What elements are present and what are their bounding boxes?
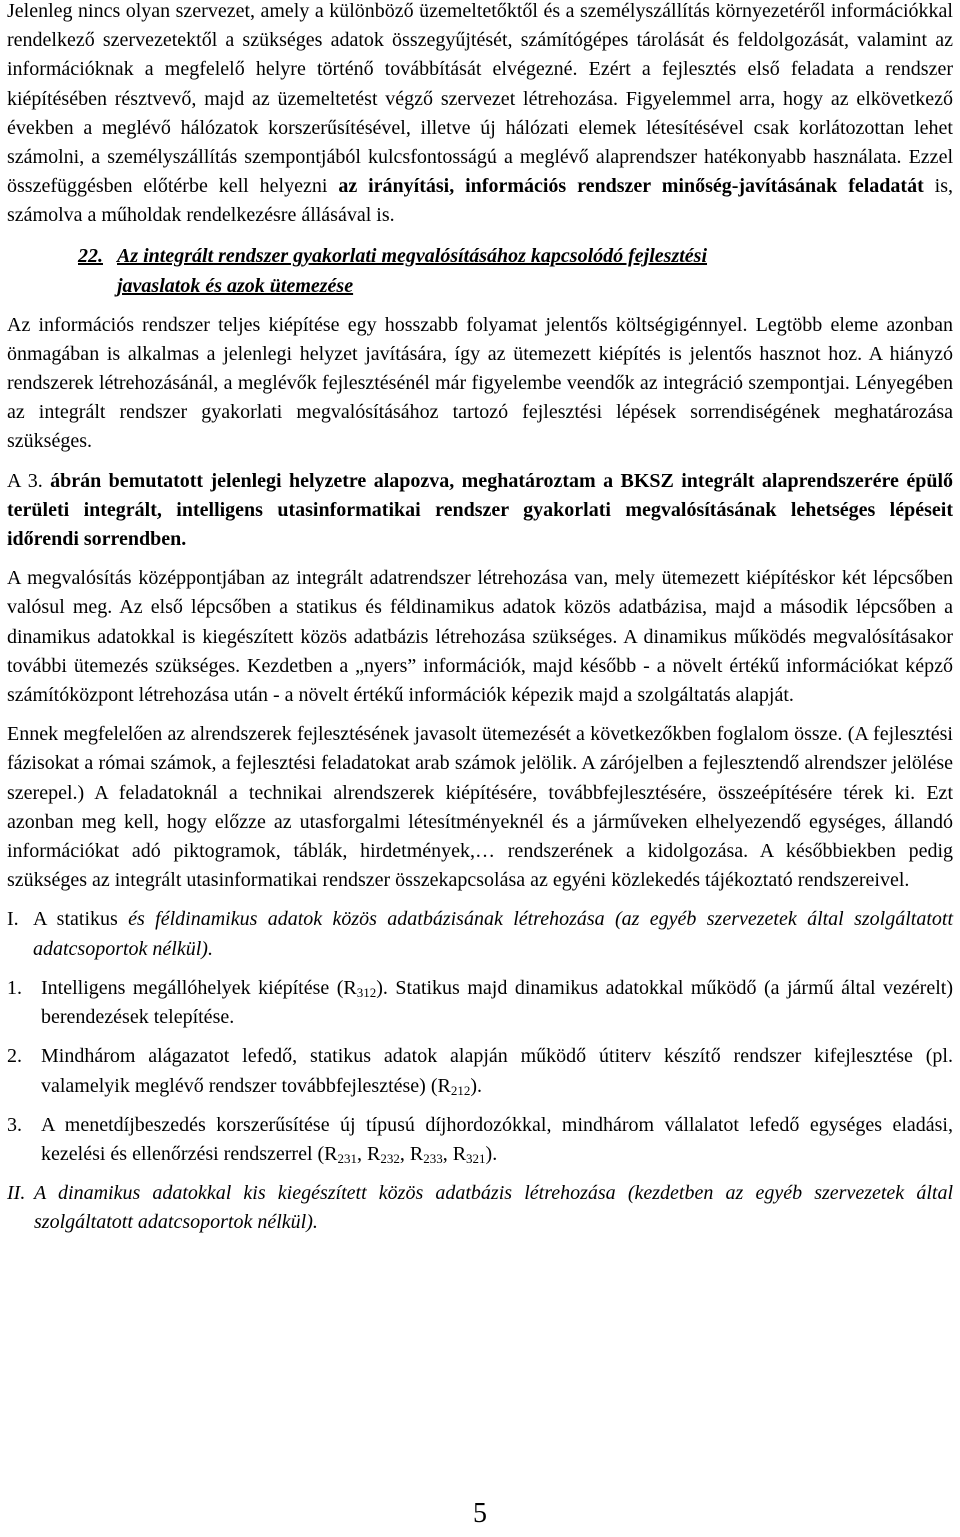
list-text: Mindhárom alágazatot lefedő, statikus adatok alapján működő útiterv készítő rendszer kifejlesztése (pl. valamelyik meglévő rendszer továbbfejlesztése) (R [41,1045,953,1097]
list-text: A menetdíjbeszedés korszerűsítése új típusú díjhordozókkal, mindhárom vállalatot lefedő egységes eladási, kezelési és ellenőrzési rendszerrel (R [41,1113,953,1165]
section-heading [7,241,953,301]
list-text: ). [485,1142,498,1165]
list-item [7,974,953,1032]
section-number: 22. [78,244,103,267]
list-subscript: 312 [356,984,377,1000]
page-number: 5 [473,1498,487,1529]
list-subscript: 231 [337,1150,358,1166]
list-text: , R [442,1142,467,1165]
phase-i [7,905,953,963]
phase-ii-text: A dinamikus adatokkal kis kiegészített közös adatbázis létrehozása (kezdetben az egyéb szervezetek által szolgáltatott adatcsoportok nélkül). [34,1182,953,1234]
figure-reference-text: ábrán bemutatott jelenlegi helyzetre alapozva, meghatároztam a BKSZ integrált alaprendszerére épülő területi integrált, intelligens utasinformatikai rendszer gyakorlati megvalósításának lehetséges lépéseit időrendi sorrendben. [7,469,954,551]
section-title-line1: Az integrált rendszer gyakorlati megvalósításához kapcsolódó fejlesztési [117,244,708,267]
list-text: ). [470,1074,483,1097]
paragraph-intro-text: Jelenleg nincs olyan szervezet, amely a különböző üzemeltetőktől és a személyszállítás környezetéről információkkal rendelkező szervezetektől a szükséges adatok összegyűjtését, számítógépes tárolását és feldolgozását, valamint az információknak a megfelelő helyre történő továbbítását elvégezné. Ezért a fejlesztés első feladata a rendszer kiépítésében résztvevő, majd az üzemeltetést végző szervezet létrehozása. Figyelemmel arra, hogy az elkövetkező években a meglévő hálózatok korszerűsítésével, illetve új hálózati elemek létesítésével csak korlátozottan lehet számolni, a személyszállítás szempontjából kulcsfontosságú a meglévő alaprendszer hatékonyabb használata. Ezzel összefüggésben előtérbe kell helyezni [7,0,953,198]
phase-ii-marker: II. [7,1182,26,1205]
list-marker: 1. [7,976,22,999]
list-item-text [41,1042,953,1100]
paragraph-overview: Az információs rendszer teljes kiépítése egy hosszabb folyamat jelentős költségigénnyel. Legtöbb eleme azonban önmagában is alkalmas a jelenlegi helyzet javítására, így az ütemezett kiépítés is jelentős hasznot hoz. A hiányzó rendszerek létrehozásánál, a meglévők fejlesztésénél már figyelembe veendők az integráció szempontjai. Lényegében az integrált rendszer gyakorlati megvalósításához tartozó fejlesztési lépések sorrendiségének meghatározása szükséges. [7,313,953,453]
phase-i-italic: és féldinamikus adatok közös adatbázisának létrehozása (az egyéb szervezetek által szolgáltatott adatcsoportok nélkül). [33,908,953,960]
list-marker: 3. [7,1113,22,1136]
paragraph-intro-bold: az irányítási, információs rendszer minőség-javításának feladatát [338,175,924,198]
list-item-text [41,1111,953,1169]
list-item [7,1042,953,1100]
list-subscript: 233 [423,1150,443,1166]
paragraph-center: A megvalósítás középpontjában az integrált adatrendszer létrehozása van, mely ütemezett kiépítéskor két lépcsőben valósul meg. Az első lépcsőben a statikus és féldinamikus adatok közös adatbázisa, majd a második lépcsőben a dinamikus adatokkal is kiegészített közös adatbázis létrehozása szükséges. A dinamikus működés megvalósításakor további ütemezés szükséges. Kezdetben a „nyers” információk, majd később - a növelt értékű információkat képző számítóközpont létrehozása után - a növelt értékű információk képezik majd a szolgáltatás alapját. [7,567,953,707]
phase-i-marker: I. [7,908,19,931]
list-text: , R [399,1142,424,1165]
list-subscript: 212 [450,1082,471,1098]
paragraph-schedule: Ennek megfelelően az alrendszerek fejlesztésének javasolt ütemezését a következőkben foglalom össze. (A fejlesztési fázisokat a római számok, a fejlesztési feladatokat arab számok jelölik. A zárójelben a fejlesztendő alrendszer jelölése szerepel.) A feladatoknál a technikai alrendszerek kiépítésére, továbbfejlesztésére, összeépítésére térek ki. Ezt azonban meg kell, hogy előzze az utasforgalmi létesítményeknél és a járműveken elhelyezendő egységes, állandó információkat adó piktogramok, táblák, hirdetmények,… rendszerének a kidolgozása. A későbbiekben pedig szükséges az integrált utasinformatikai rendszer összekapcsolása az egyéni közlekedés tájékoztató rendszereivel. [7,723,953,892]
list-item [7,1111,953,1169]
list-subscript: 232 [380,1150,400,1166]
list-subscript: 321 [466,1150,486,1166]
phase-i-normal: A statikus [33,908,129,931]
phase-i-text [33,905,953,963]
list-item-text [41,974,953,1032]
paragraph-figure-reference [7,467,953,555]
list-text: Intelligens megállóhelyek kiépítése (R [41,976,357,999]
list-marker: 2. [7,1045,22,1068]
section-title-line2: javaslatok és azok ütemezése [117,274,354,297]
paragraph-intro [7,0,953,231]
document-page [7,0,953,1238]
phase-ii [7,1179,953,1237]
list-text: , R [357,1142,381,1165]
list-text: ). Statikus majd dinamikus adatokkal működő (a jármű által vezérelt) berendezések telepítése. [41,976,953,1029]
paragraph-intro-tail: is, számolva a műholdak rendelkezésre állásával is. [7,175,954,227]
figure-reference-prefix: A 3. [7,469,51,492]
